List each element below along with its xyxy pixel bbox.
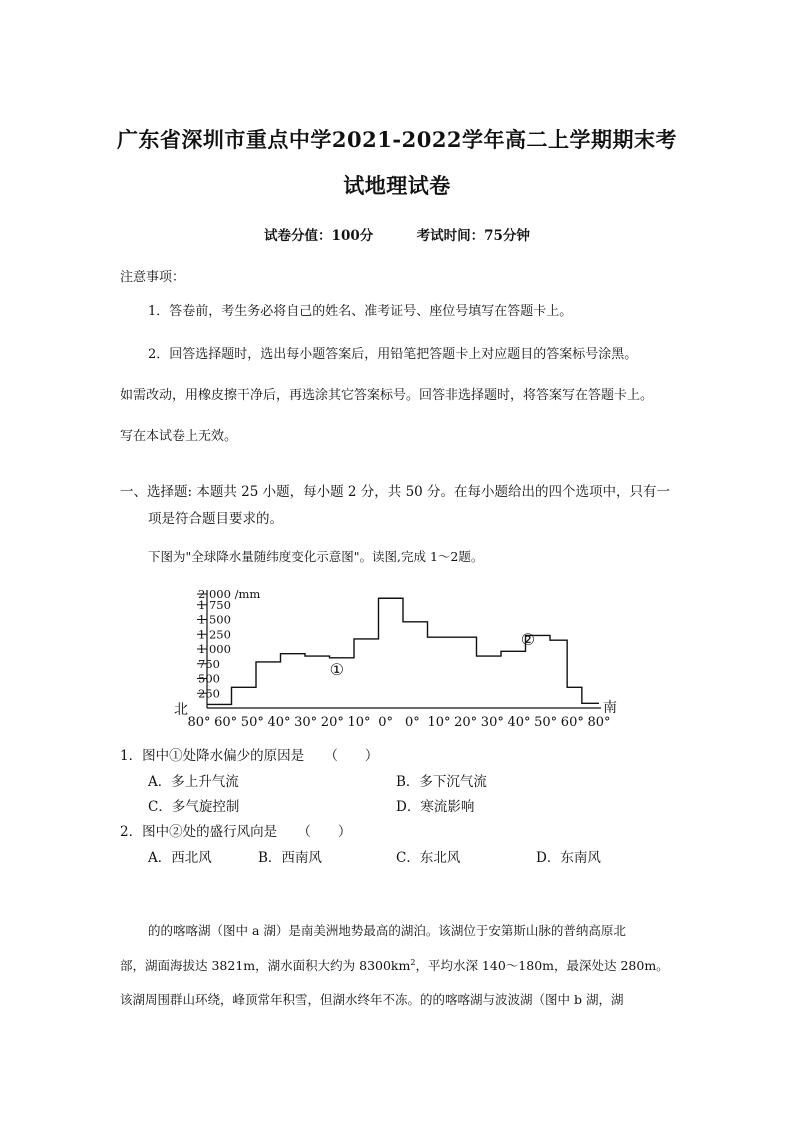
x-tick-label: 80° <box>587 715 611 730</box>
y-tick-label: 750 <box>198 656 220 671</box>
figure-intro: 下图为"全球降水量随纬度变化示意图"。读图,完成 1～2题。 <box>148 549 484 564</box>
x-tick-label: 40° <box>507 715 531 730</box>
passage-line-2: 部，湖面海拔达 3821m，湖水面积大约为 $8300km^2$，平均水深 140～180m，最深处达 280m。 <box>120 957 669 973</box>
q2-option-c[interactable]: C．东北风 <box>396 850 461 866</box>
chart-marker-2: ② <box>520 629 536 649</box>
precipitation-latitude-chart <box>170 582 620 732</box>
section-1-heading-cont: 项是符合题目要求的。 <box>148 511 283 527</box>
notes-item-2-line-1: 2．回答选择题时，选出每小题答案后，用铅笔把答题卡上对应题目的答案标号涂黑。 <box>148 347 638 362</box>
section-1-heading: 一、选择题: 本题共 25 小题，每小题 2 分，共 50 分。在每小题给出的四个选项中，只有一 <box>120 484 671 500</box>
precipitation-step-line <box>207 598 599 704</box>
time-label: 考试时间：75分钟 <box>416 228 530 244</box>
x-tick-label: 10° <box>427 715 451 730</box>
q2-option-a[interactable]: A．西北风 <box>148 850 212 866</box>
x-tick-label: 50° <box>534 715 558 730</box>
q1-option-d[interactable]: D．寒流影响 <box>396 799 475 815</box>
x-tick-label: 50° <box>240 715 264 730</box>
chart-axes <box>207 590 601 708</box>
y-tick-label: 1 250 <box>198 627 231 642</box>
q2-stem: 2．图中②处的盛行风向是 （ ） <box>120 824 352 840</box>
x-tick-label: 40° <box>267 715 291 730</box>
title-line-1: 广东省深圳市重点中学2021-2022学年高二上学期期末考 <box>116 127 678 152</box>
x-tick-label: 30° <box>294 715 318 730</box>
q1-option-c[interactable]: C．多气旋控制 <box>148 799 240 815</box>
notes-item-1: 1．答卷前，考生务必将自己的姓名、准考证号、座位号填写在答题卡上。 <box>148 304 573 319</box>
exam-meta <box>0 224 794 244</box>
y-axis-title: 2 000 /mm <box>198 587 261 601</box>
y-tick-label: 500 <box>198 671 220 686</box>
x-tick-label: 10° <box>347 715 371 730</box>
y-tick-label: 1 000 <box>198 642 231 656</box>
x-tick-label: 0° <box>404 715 420 730</box>
y-tick-label: 1 500 <box>198 612 231 627</box>
notes-item-2-line-3: 写在本试卷上无效。 <box>120 429 238 444</box>
q2-option-b[interactable]: B．西南风 <box>258 850 322 866</box>
q1-stem: 1．图中①处降水偏少的原因是 （ ） <box>120 748 379 764</box>
passage-line-3: 该湖周围群山环绕，峰顶常年积雪，但湖水终年不冻。的的喀喀湖与波波湖（图中 b 湖，湖 <box>120 992 624 1007</box>
x-tick-label: 60° <box>560 715 584 730</box>
notes-heading: 注意事项： <box>120 270 186 285</box>
score-label: 试卷分值：100分 <box>264 228 374 244</box>
chart-x-tick-labels <box>174 699 617 730</box>
x-tick-label: 0° <box>378 715 394 730</box>
passage-line-1: 的的喀喀湖（图中 a 湖）是南美洲地势最高的湖泊。该湖位于安第斯山脉的普纳高原北 <box>148 923 626 938</box>
x-tick-label: 20° <box>454 715 478 730</box>
q2-option-d[interactable]: D．东南风 <box>536 850 601 866</box>
y-tick-label: 250 <box>198 686 220 701</box>
north-label: 北 <box>174 702 188 718</box>
x-tick-label: 60° <box>214 715 238 730</box>
chart-marker-1: ① <box>329 659 345 679</box>
x-tick-label: 20° <box>320 715 344 730</box>
x-tick-label: 30° <box>480 715 504 730</box>
q1-option-b[interactable]: B．多下沉气流 <box>396 774 487 790</box>
south-label: 南 <box>603 700 617 716</box>
y-tick-label: 1 750 <box>198 597 231 612</box>
chart-y-ticks <box>197 587 260 700</box>
x-tick-label: 80° <box>187 715 211 730</box>
q1-option-a[interactable]: A．多上升气流 <box>148 774 239 790</box>
notes-item-2-line-2: 如需改动，用橡皮擦干净后，再选涂其它答案标号。回答非选择题时，将答案写在答题卡上。 <box>120 388 654 403</box>
title-line-2: 试地理试卷 <box>343 173 451 198</box>
